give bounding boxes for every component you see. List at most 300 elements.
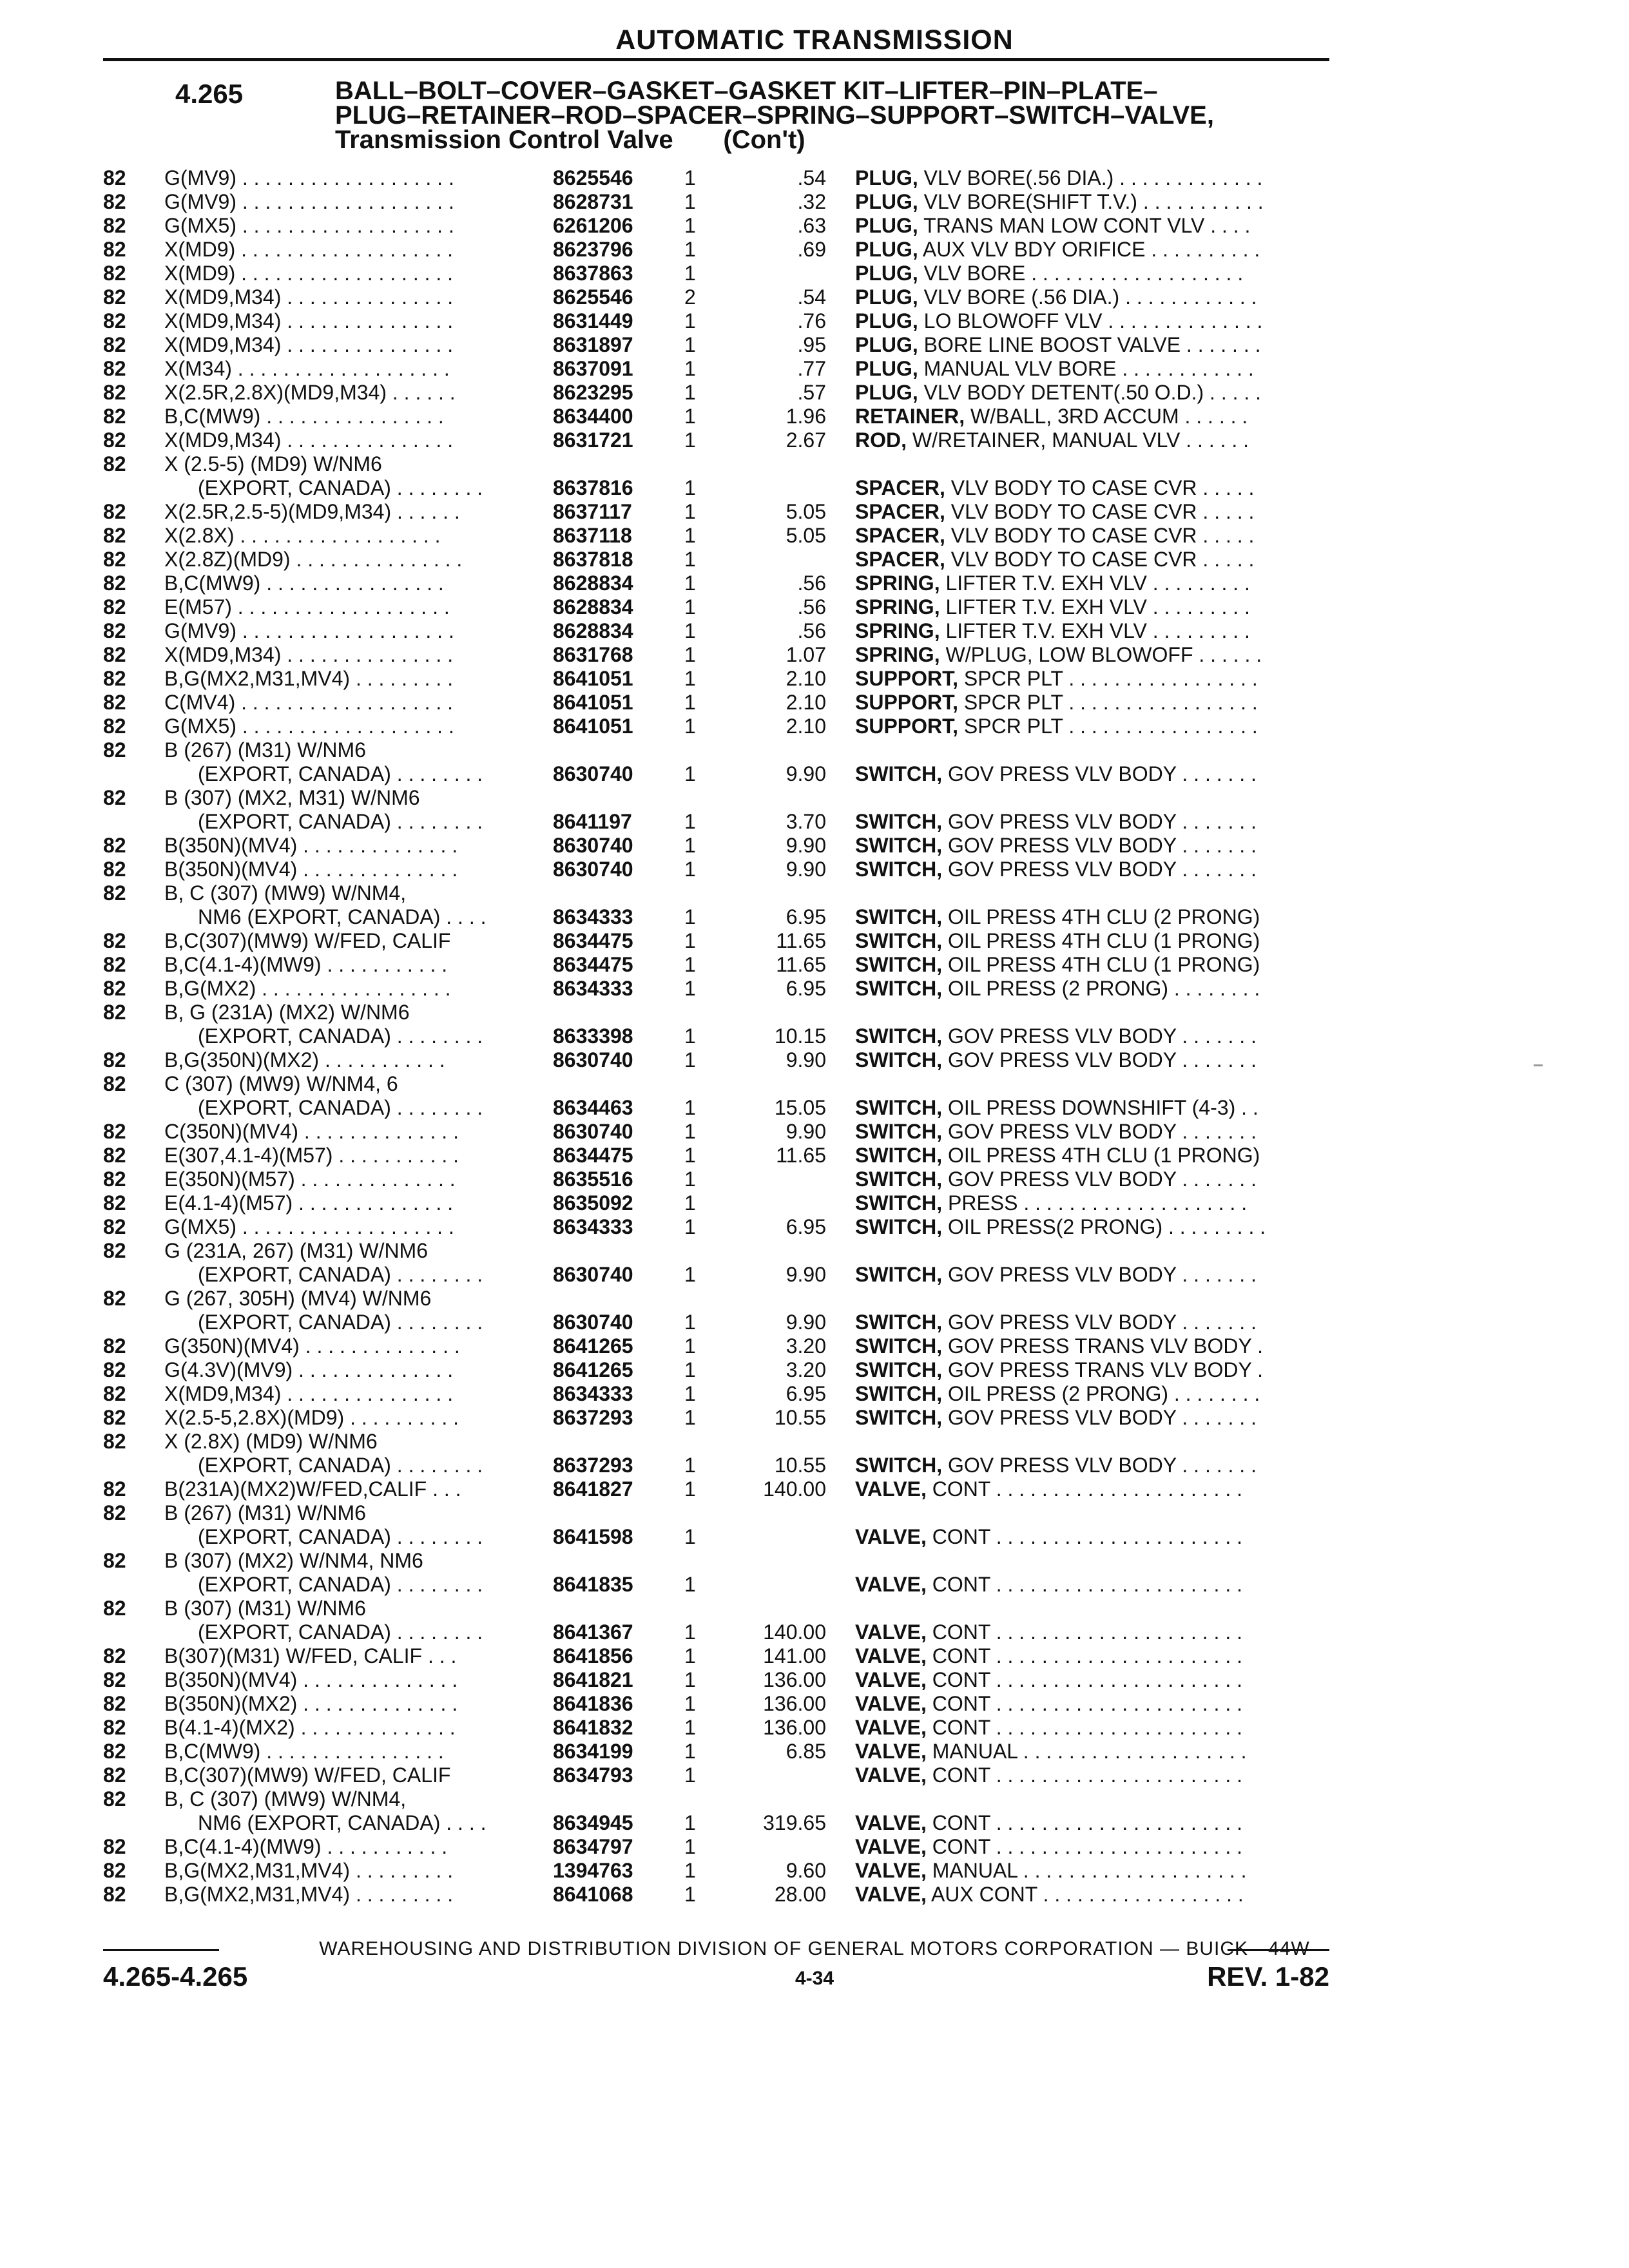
- model-application: E(307,4.1-4)(M57) . . . . . . . . . . .: [164, 1144, 459, 1167]
- part-description: [855, 715, 1331, 738]
- part-name: SWITCH,: [855, 1406, 943, 1429]
- table-row: [0, 1716, 1629, 1740]
- model-application: G(MV9) . . . . . . . . . . . . . . . . . . .: [164, 190, 454, 213]
- part-name: SPACER,: [855, 476, 945, 499]
- price: 2.10: [786, 667, 826, 690]
- price: 9.90: [786, 1120, 826, 1143]
- quantity: 1: [684, 166, 696, 189]
- table-row: [0, 1597, 1629, 1620]
- model-application: G(MV9) . . . . . . . . . . . . . . . . . . .: [164, 619, 454, 642]
- part-name: SWITCH,: [855, 1311, 943, 1334]
- part-name: SWITCH,: [855, 905, 943, 928]
- group-number: 82: [103, 238, 126, 261]
- part-name: PLUG,: [855, 166, 918, 189]
- price: .63: [797, 214, 826, 237]
- group-number: 82: [103, 1859, 126, 1882]
- price: 3.70: [786, 810, 826, 833]
- part-detail: LO BLOWOFF VLV . . . . . . . . . . . . . .: [918, 309, 1263, 332]
- part-detail: MANUAL . . . . . . . . . . . . . . . . . . . .: [926, 1740, 1247, 1763]
- part-number: 8634475: [553, 929, 633, 952]
- part-name: SWITCH,: [855, 1144, 943, 1167]
- group-number: 82: [103, 1692, 126, 1715]
- model-application: X(MD9,M34) . . . . . . . . . . . . . . .: [164, 309, 454, 332]
- part-description: [855, 1406, 1331, 1430]
- model-application: (EXPORT, CANADA) . . . . . . . .: [198, 1525, 483, 1548]
- model-application: B,C(4.1-4)(MW9) . . . . . . . . . . .: [164, 1835, 448, 1858]
- model-application: X(MD9,M34) . . . . . . . . . . . . . . .: [164, 333, 454, 356]
- part-name: VALVE,: [855, 1811, 927, 1834]
- section-code: 4.265: [175, 79, 244, 109]
- part-number: 8623295: [553, 381, 633, 404]
- group-number: 82: [103, 786, 126, 809]
- part-name: SPACER,: [855, 548, 945, 571]
- part-name: SWITCH,: [855, 1120, 943, 1143]
- part-detail: AUX VLV BDY ORIFICE . . . . . . . . . .: [918, 238, 1260, 261]
- group-number: 82: [103, 1191, 126, 1215]
- part-number: 8635092: [553, 1191, 633, 1215]
- part-detail: MANUAL . . . . . . . . . . . . . . . . . . . .: [926, 1859, 1247, 1882]
- model-application: G(MX5) . . . . . . . . . . . . . . . . . . .: [164, 214, 454, 237]
- group-number: 82: [103, 834, 126, 857]
- part-name: SWITCH,: [855, 1334, 943, 1358]
- price: 11.65: [776, 1144, 826, 1167]
- part-description: [855, 1859, 1331, 1883]
- part-name: PLUG,: [855, 190, 918, 213]
- model-application: B,C(MW9) . . . . . . . . . . . . . . . .: [164, 405, 444, 428]
- table-row: [0, 953, 1629, 977]
- part-name: SPACER,: [855, 500, 945, 523]
- model-application: B,G(MX2) . . . . . . . . . . . . . . . . .: [164, 977, 451, 1000]
- model-application: (EXPORT, CANADA) . . . . . . . .: [198, 1096, 483, 1119]
- page-header-title: AUTOMATIC TRANSMISSION: [615, 24, 1014, 55]
- part-name: PLUG,: [855, 357, 918, 380]
- part-number: 8641265: [553, 1358, 633, 1381]
- quantity: 1: [684, 1525, 696, 1548]
- group-number: 82: [103, 548, 126, 571]
- table-row: [0, 1811, 1629, 1835]
- table-row: [0, 738, 1629, 762]
- quantity: 1: [684, 1024, 696, 1048]
- quantity: 1: [684, 762, 696, 785]
- part-detail: AUX CONT . . . . . . . . . . . . . . . . . .: [926, 1883, 1244, 1906]
- table-row: [0, 1787, 1629, 1811]
- part-detail: VLV BODY TO CASE CVR . . . . .: [945, 476, 1255, 499]
- table-row: [0, 1358, 1629, 1382]
- part-number: 8637293: [553, 1454, 633, 1477]
- footer-revision: REV. 1-82: [1207, 1961, 1329, 1992]
- quantity: 1: [684, 500, 696, 523]
- part-detail: OIL PRESS 4TH CLU (1 PRONG): [942, 929, 1260, 952]
- price: 1.07: [786, 643, 826, 666]
- group-number: 82: [103, 1382, 126, 1405]
- quantity: 1: [684, 1358, 696, 1381]
- part-number: 1394763: [553, 1859, 633, 1882]
- model-application: X(MD9) . . . . . . . . . . . . . . . . . . .: [164, 262, 454, 285]
- quantity: 1: [684, 190, 696, 213]
- quantity: 1: [684, 1668, 696, 1691]
- part-name: VALVE,: [855, 1692, 927, 1715]
- section-title-line-3: Transmission Control Valve (Con't): [335, 126, 805, 154]
- group-number: 82: [103, 1835, 126, 1858]
- table-row: [0, 1168, 1629, 1191]
- part-detail: VLV BORE(.56 DIA.) . . . . . . . . . . . . .: [918, 166, 1263, 189]
- part-description: [855, 405, 1331, 428]
- part-description: [855, 1096, 1331, 1120]
- part-detail: CONT . . . . . . . . . . . . . . . . . . . . . .: [926, 1811, 1242, 1834]
- group-number: 82: [103, 381, 126, 404]
- part-description: [855, 572, 1331, 595]
- price: 9.90: [786, 858, 826, 881]
- model-application: B, G (231A) (MX2) W/NM6: [164, 1001, 410, 1024]
- part-number: 8630740: [553, 1120, 633, 1143]
- part-number: 8634463: [553, 1096, 633, 1119]
- table-row: [0, 1883, 1629, 1907]
- part-description: [855, 619, 1331, 643]
- part-number: 8637118: [553, 524, 632, 547]
- part-description: [855, 190, 1331, 214]
- quantity: 1: [684, 1811, 696, 1834]
- part-number: 8641832: [553, 1716, 633, 1739]
- part-detail: GOV PRESS VLV BODY . . . . . . .: [942, 1406, 1257, 1429]
- part-description: [855, 643, 1331, 667]
- part-detail: MANUAL VLV BORE . . . . . . . . . . . .: [918, 357, 1254, 380]
- quantity: 1: [684, 357, 696, 380]
- part-name: VALVE,: [855, 1835, 927, 1858]
- part-number: 8641836: [553, 1692, 633, 1715]
- model-application: B(350N)(MV4) . . . . . . . . . . . . . .: [164, 858, 458, 881]
- model-application: (EXPORT, CANADA) . . . . . . . .: [198, 1620, 483, 1644]
- part-detail: GOV PRESS VLV BODY . . . . . . .: [942, 834, 1257, 857]
- group-number: 82: [103, 428, 126, 452]
- quantity: 1: [684, 1263, 696, 1286]
- part-name: VALVE,: [855, 1573, 927, 1596]
- part-name: PLUG,: [855, 309, 918, 332]
- part-number: 8641367: [553, 1620, 633, 1644]
- quantity: 1: [684, 953, 696, 976]
- model-application: NM6 (EXPORT, CANADA) . . . .: [198, 1811, 487, 1834]
- part-name: PLUG,: [855, 214, 918, 237]
- part-description: [855, 262, 1331, 285]
- part-description: [855, 333, 1331, 357]
- quantity: 1: [684, 1835, 696, 1858]
- price: 6.85: [786, 1740, 826, 1763]
- part-detail: SPCR PLT . . . . . . . . . . . . . . . . .: [958, 691, 1258, 714]
- part-number: 8628834: [553, 619, 633, 642]
- part-description: [855, 810, 1331, 834]
- quantity: 1: [684, 834, 696, 857]
- part-number: 8628731: [553, 190, 633, 213]
- table-row: [0, 1239, 1629, 1263]
- table-row: [0, 333, 1629, 357]
- part-number: 8628834: [553, 595, 633, 619]
- quantity: 1: [684, 1144, 696, 1167]
- part-detail: W/BALL, 3RD ACCUM . . . . . .: [965, 405, 1248, 428]
- price: 140.00: [763, 1477, 826, 1501]
- model-application: X(2.8X) . . . . . . . . . . . . . . . . . .: [164, 524, 441, 547]
- table-row: [0, 1287, 1629, 1311]
- model-application: G (231A, 267) (M31) W/NM6: [164, 1239, 428, 1262]
- group-number: 82: [103, 309, 126, 332]
- group-number: 82: [103, 691, 126, 714]
- part-detail: GOV PRESS VLV BODY . . . . . . .: [942, 1168, 1257, 1191]
- section-title-line-1: BALL–BOLT–COVER–GASKET–GASKET KIT–LIFTER–PIN–PLATE–: [335, 77, 1158, 105]
- model-application: B(350N)(MV4) . . . . . . . . . . . . . .: [164, 1668, 458, 1691]
- group-number: 82: [103, 1763, 126, 1787]
- part-description: [855, 977, 1331, 1001]
- section-title: [335, 79, 1214, 152]
- group-number: 82: [103, 500, 126, 523]
- part-name: VALVE,: [855, 1644, 927, 1667]
- price: 2.10: [786, 691, 826, 714]
- price: .77: [797, 357, 826, 380]
- price: 2.67: [786, 428, 826, 452]
- part-name: SUPPORT,: [855, 667, 959, 690]
- part-number: 8634475: [553, 1144, 633, 1167]
- part-description: [855, 1740, 1331, 1763]
- price: 136.00: [763, 1692, 826, 1715]
- group-number: 82: [103, 1430, 126, 1453]
- group-number: 82: [103, 595, 126, 619]
- part-detail: GOV PRESS VLV BODY . . . . . . .: [942, 858, 1257, 881]
- table-row: [0, 715, 1629, 738]
- part-description: [855, 1024, 1331, 1048]
- group-number: 82: [103, 190, 126, 213]
- table-row: [0, 1120, 1629, 1144]
- part-name: VALVE,: [855, 1716, 927, 1739]
- part-description: [855, 929, 1331, 953]
- part-number: 8641197: [553, 810, 632, 833]
- table-row: [0, 619, 1629, 643]
- model-application: X (2.8X) (MD9) W/NM6: [164, 1430, 378, 1453]
- part-number: 8641051: [553, 715, 633, 738]
- part-name: VALVE,: [855, 1668, 927, 1691]
- part-name: VALVE,: [855, 1477, 927, 1501]
- model-application: (EXPORT, CANADA) . . . . . . . .: [198, 476, 483, 499]
- group-number: 82: [103, 1477, 126, 1501]
- price: 136.00: [763, 1668, 826, 1691]
- part-description: [855, 500, 1331, 524]
- part-name: PLUG,: [855, 262, 918, 285]
- table-row: [0, 643, 1629, 667]
- price: 15.05: [774, 1096, 826, 1119]
- table-row: [0, 405, 1629, 428]
- table-row: [0, 1549, 1629, 1573]
- group-number: 82: [103, 1501, 126, 1524]
- part-detail: OIL PRESS 4TH CLU (1 PRONG): [942, 953, 1260, 976]
- table-row: [0, 905, 1629, 929]
- part-detail: GOV PRESS VLV BODY . . . . . . .: [942, 1263, 1257, 1286]
- part-number: 8631721: [553, 428, 633, 452]
- table-row: [0, 428, 1629, 452]
- parts-table: [0, 166, 1629, 1907]
- price: 9.60: [786, 1859, 826, 1882]
- part-description: [855, 858, 1331, 881]
- part-description: [855, 524, 1331, 548]
- group-number: 82: [103, 977, 126, 1000]
- quantity: 1: [684, 476, 696, 499]
- group-number: 82: [103, 1287, 126, 1310]
- group-number: 82: [103, 667, 126, 690]
- part-detail: GOV PRESS VLV BODY . . . . . . .: [942, 1311, 1257, 1334]
- part-number: 8630740: [553, 1048, 633, 1072]
- part-description: [855, 1477, 1331, 1501]
- model-application: B,G(MX2,M31,MV4) . . . . . . . . .: [164, 1859, 454, 1882]
- part-number: 8630740: [553, 1263, 633, 1286]
- quantity: 1: [684, 667, 696, 690]
- part-name: SUPPORT,: [855, 691, 959, 714]
- model-application: X(2.8Z)(MD9) . . . . . . . . . . . . . . .: [164, 548, 463, 571]
- model-application: (EXPORT, CANADA) . . . . . . . .: [198, 1454, 483, 1477]
- model-application: B,G(MX2,M31,MV4) . . . . . . . . .: [164, 667, 454, 690]
- model-application: B,C(MW9) . . . . . . . . . . . . . . . .: [164, 1740, 444, 1763]
- price: 136.00: [763, 1716, 826, 1739]
- part-number: 8637863: [553, 262, 633, 285]
- part-name: VALVE,: [855, 1763, 927, 1787]
- quantity: 1: [684, 643, 696, 666]
- part-name: SPRING,: [855, 572, 940, 595]
- part-description: [855, 285, 1331, 309]
- quantity: 1: [684, 1573, 696, 1596]
- price: .54: [797, 166, 826, 189]
- model-application: C(MV4) . . . . . . . . . . . . . . . . . . .: [164, 691, 454, 714]
- price: 6.95: [786, 1215, 826, 1238]
- part-number: 8641068: [553, 1883, 633, 1906]
- model-application: G (267, 305H) (MV4) W/NM6: [164, 1287, 432, 1310]
- model-application: X(MD9) . . . . . . . . . . . . . . . . . . .: [164, 238, 454, 261]
- part-name: SWITCH,: [855, 1168, 943, 1191]
- part-name: SWITCH,: [855, 762, 943, 785]
- table-row: [0, 1406, 1629, 1430]
- group-number: 82: [103, 357, 126, 380]
- part-detail: OIL PRESS (2 PRONG) . . . . . . . .: [942, 977, 1260, 1000]
- model-application: (EXPORT, CANADA) . . . . . . . .: [198, 1573, 483, 1596]
- part-detail: BORE LINE BOOST VALVE . . . . . . .: [918, 333, 1261, 356]
- part-name: VALVE,: [855, 1883, 927, 1906]
- part-name: SWITCH,: [855, 1048, 943, 1072]
- model-application: X(2.5-5,2.8X)(MD9) . . . . . . . . . .: [164, 1406, 459, 1429]
- group-number: 82: [103, 881, 126, 905]
- table-row: [0, 1692, 1629, 1716]
- model-application: B(231A)(MX2)W/FED,CALIF . . .: [164, 1477, 461, 1501]
- part-description: [855, 1883, 1331, 1907]
- part-name: VALVE,: [855, 1525, 927, 1548]
- part-description: [855, 1263, 1331, 1287]
- price: 6.95: [786, 977, 826, 1000]
- quantity: 1: [684, 572, 696, 595]
- table-row: [0, 786, 1629, 810]
- quantity: 1: [684, 214, 696, 237]
- part-name: SWITCH,: [855, 1215, 943, 1238]
- price: 141.00: [763, 1644, 826, 1667]
- group-number: 82: [103, 262, 126, 285]
- model-application: X(2.5R,2.8X)(MD9,M34) . . . . . .: [164, 381, 456, 404]
- model-application: X(2.5R,2.5-5)(MD9,M34) . . . . . .: [164, 500, 460, 523]
- part-description: [855, 238, 1331, 262]
- group-number: 82: [103, 166, 126, 189]
- price: .32: [797, 190, 826, 213]
- part-description: [855, 1525, 1331, 1549]
- model-application: X(MD9,M34) . . . . . . . . . . . . . . .: [164, 643, 454, 666]
- quantity: 1: [684, 524, 696, 547]
- price: 10.55: [774, 1406, 826, 1429]
- part-name: SWITCH,: [855, 977, 943, 1000]
- part-detail: CONT . . . . . . . . . . . . . . . . . . . . . .: [926, 1716, 1242, 1739]
- table-row: [0, 1382, 1629, 1406]
- price: 10.55: [774, 1454, 826, 1477]
- group-number: 82: [103, 1716, 126, 1739]
- part-description: [855, 1215, 1331, 1239]
- table-row: [0, 1525, 1629, 1549]
- model-application: G(4.3V)(MV9) . . . . . . . . . . . . . .: [164, 1358, 454, 1381]
- quantity: 1: [684, 238, 696, 261]
- quantity: 1: [684, 1740, 696, 1763]
- part-number: 8634333: [553, 977, 633, 1000]
- group-number: 82: [103, 1048, 126, 1072]
- quantity: 1: [684, 595, 696, 619]
- part-detail: CONT . . . . . . . . . . . . . . . . . . . . . .: [926, 1573, 1242, 1596]
- group-number: 82: [103, 572, 126, 595]
- part-description: [855, 381, 1331, 405]
- quantity: 1: [684, 333, 696, 356]
- part-number: 8637117: [553, 500, 632, 523]
- part-number: 8634400: [553, 405, 633, 428]
- group-number: 82: [103, 953, 126, 976]
- model-application: B,C(MW9) . . . . . . . . . . . . . . . .: [164, 572, 444, 595]
- table-row: [0, 977, 1629, 1001]
- part-description: [855, 1168, 1331, 1191]
- part-number: 8631449: [553, 309, 633, 332]
- part-name: SWITCH,: [855, 953, 943, 976]
- part-name: SWITCH,: [855, 929, 943, 952]
- quantity: 1: [684, 1215, 696, 1238]
- price: 2.10: [786, 715, 826, 738]
- part-number: 8634793: [553, 1763, 633, 1787]
- price: .54: [797, 285, 826, 309]
- part-detail: OIL PRESS 4TH CLU (2 PRONG): [942, 905, 1260, 928]
- part-number: 8641598: [553, 1525, 633, 1548]
- table-row: [0, 524, 1629, 548]
- part-name: SWITCH,: [855, 1096, 943, 1119]
- part-name: SWITCH,: [855, 810, 943, 833]
- part-number: 8634945: [553, 1811, 633, 1834]
- price: 9.90: [786, 1048, 826, 1072]
- group-number: 82: [103, 1215, 126, 1238]
- model-application: B (267) (M31) W/NM6: [164, 1501, 366, 1524]
- table-row: [0, 166, 1629, 190]
- part-description: [855, 428, 1331, 452]
- model-application: B, C (307) (MW9) W/NM4,: [164, 881, 407, 905]
- part-detail: GOV PRESS TRANS VLV BODY .: [942, 1358, 1264, 1381]
- group-number: 82: [103, 1597, 126, 1620]
- group-number: 82: [103, 715, 126, 738]
- part-description: [855, 357, 1331, 381]
- part-number: 8637293: [553, 1406, 633, 1429]
- part-name: VALVE,: [855, 1620, 927, 1644]
- quantity: 1: [684, 715, 696, 738]
- part-number: 8630740: [553, 834, 633, 857]
- price: .76: [797, 309, 826, 332]
- part-number: 8634333: [553, 1382, 633, 1405]
- table-row: [0, 1072, 1629, 1096]
- part-detail: LIFTER T.V. EXH VLV . . . . . . . . .: [940, 595, 1250, 619]
- table-row: [0, 1096, 1629, 1120]
- group-number: 82: [103, 214, 126, 237]
- price: 3.20: [786, 1334, 826, 1358]
- price: 28.00: [774, 1883, 826, 1906]
- model-application: B,C(4.1-4)(MW9) . . . . . . . . . . .: [164, 953, 448, 976]
- part-detail: GOV PRESS TRANS VLV BODY .: [942, 1334, 1264, 1358]
- group-number: 82: [103, 643, 126, 666]
